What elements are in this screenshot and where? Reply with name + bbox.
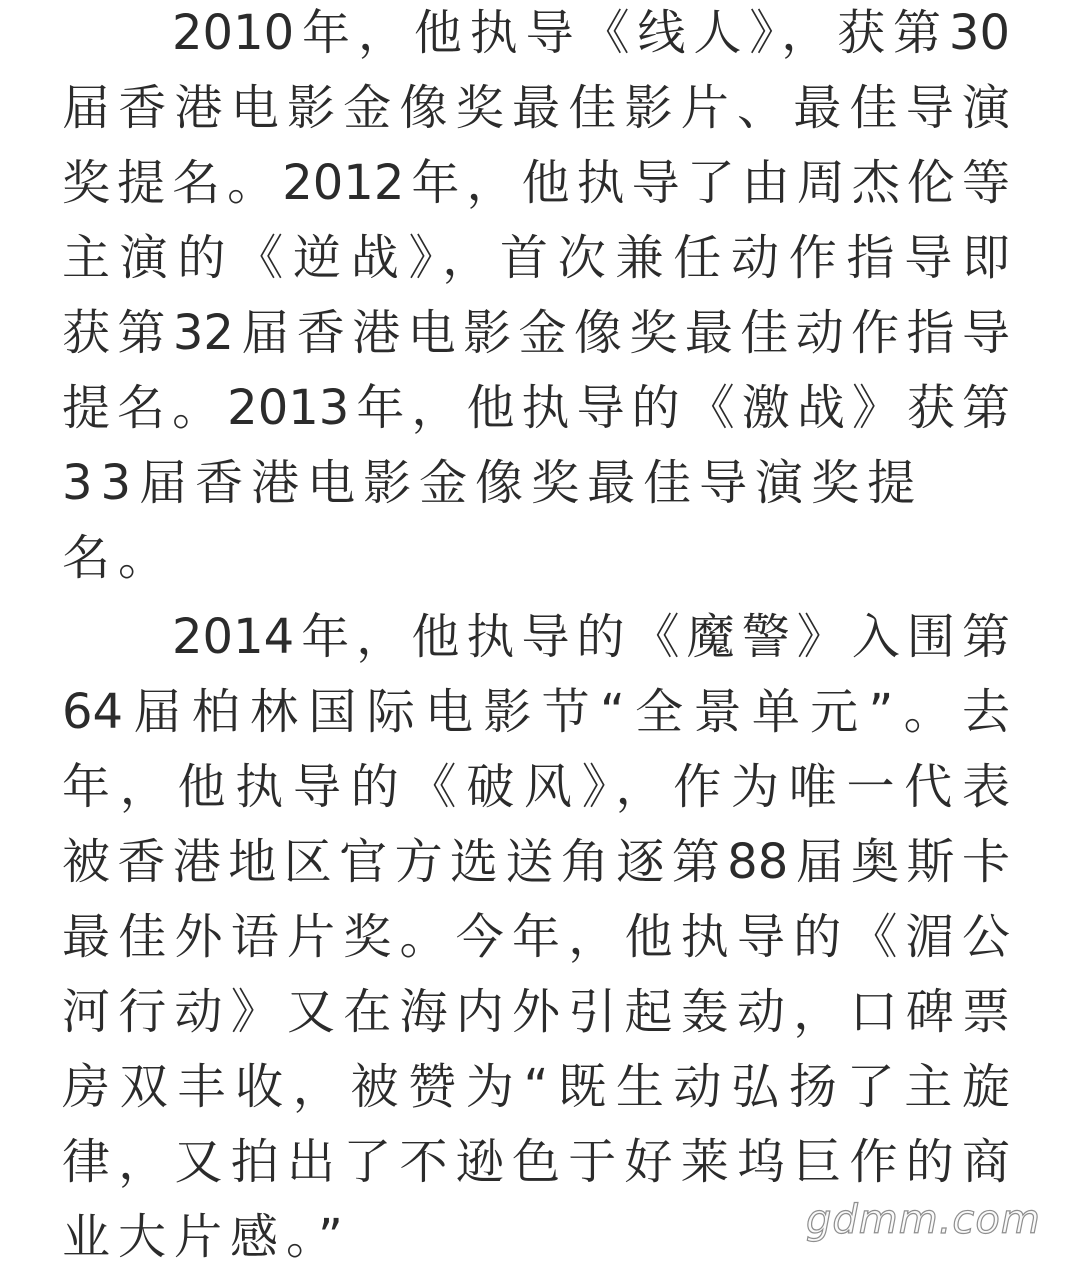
text-line: 被香港地区官方选送角逐第88届奥斯卡: [62, 834, 1010, 890]
text-line: 最佳外语片奖。今年，他执导的《湄公: [62, 909, 1010, 965]
text-line: 获第32届香港电影金像奖最佳动作指导: [62, 305, 1010, 361]
text-line: 2014年，他执导的《魔警》入围第: [172, 609, 1010, 665]
text-line: 64届柏林国际电影节“全景单元”。去: [62, 684, 1010, 740]
text-line: 主演的《逆战》，首次兼任动作指导即: [62, 230, 1010, 286]
text-line: 律，又拍出了不逊色于好莱坞巨作的商: [62, 1134, 1010, 1190]
text-line: 年，他执导的《破风》，作为唯一代表: [62, 759, 1010, 815]
text-line: 2010年，他执导《线人》，获第30: [172, 5, 1010, 61]
text-line: 房双丰收，被赞为“既生动弘扬了主旋: [62, 1059, 1010, 1115]
text-line: 届香港电影金像奖最佳影片、最佳导演: [62, 80, 1010, 136]
text-line: 提名。2013年，他执导的《激战》获第: [62, 380, 1010, 436]
paragraph-2: [62, 600, 1010, 1275]
watermark: gdmm.com: [806, 1197, 1041, 1243]
paragraph-1: [62, 0, 1010, 586]
text-line: 33届香港电影金像奖最佳导演奖提名。: [62, 455, 924, 586]
text-line: 奖提名。2012年，他执导了由周杰伦等: [62, 155, 1010, 211]
text-line: 业大片感。”: [62, 1209, 351, 1265]
text-line: 河行动》又在海内外引起轰动，口碑票: [62, 984, 1010, 1040]
